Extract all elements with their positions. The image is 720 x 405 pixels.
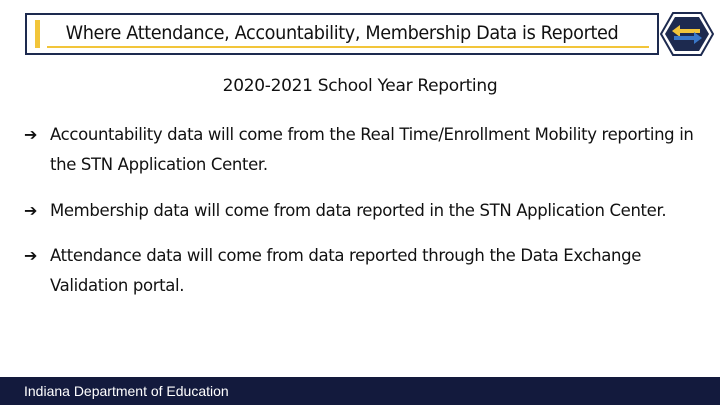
hexagon-arrows-icon <box>660 11 714 57</box>
arrow-right-icon: ➔ <box>24 246 38 265</box>
slide-title: Where Attendance, Accountability, Membership Data is Reported <box>65 22 619 44</box>
arrow-right-icon: ➔ <box>24 201 38 220</box>
title-underline <box>47 46 649 48</box>
bullet-item <box>24 120 714 180</box>
bullet-text: Attendance data will come from data reported through the Data Exchange Validation portal. <box>50 246 642 295</box>
bullet-text: Accountability data will come from the Real Time/Enrollment Mobility reporting in the STN Application Center. <box>50 125 694 174</box>
footer-bar <box>0 377 720 405</box>
bullet-item <box>24 241 714 301</box>
title-accent-bar <box>35 20 40 48</box>
title-banner <box>25 13 659 55</box>
subtitle: 2020-2021 School Year Reporting <box>222 76 498 96</box>
arrow-right-icon: ➔ <box>24 125 38 144</box>
bullet-text: Membership data will come from data reported in the STN Application Center. <box>50 201 667 220</box>
footer-text: Indiana Department of Education <box>24 383 229 399</box>
bullet-item <box>24 196 714 226</box>
